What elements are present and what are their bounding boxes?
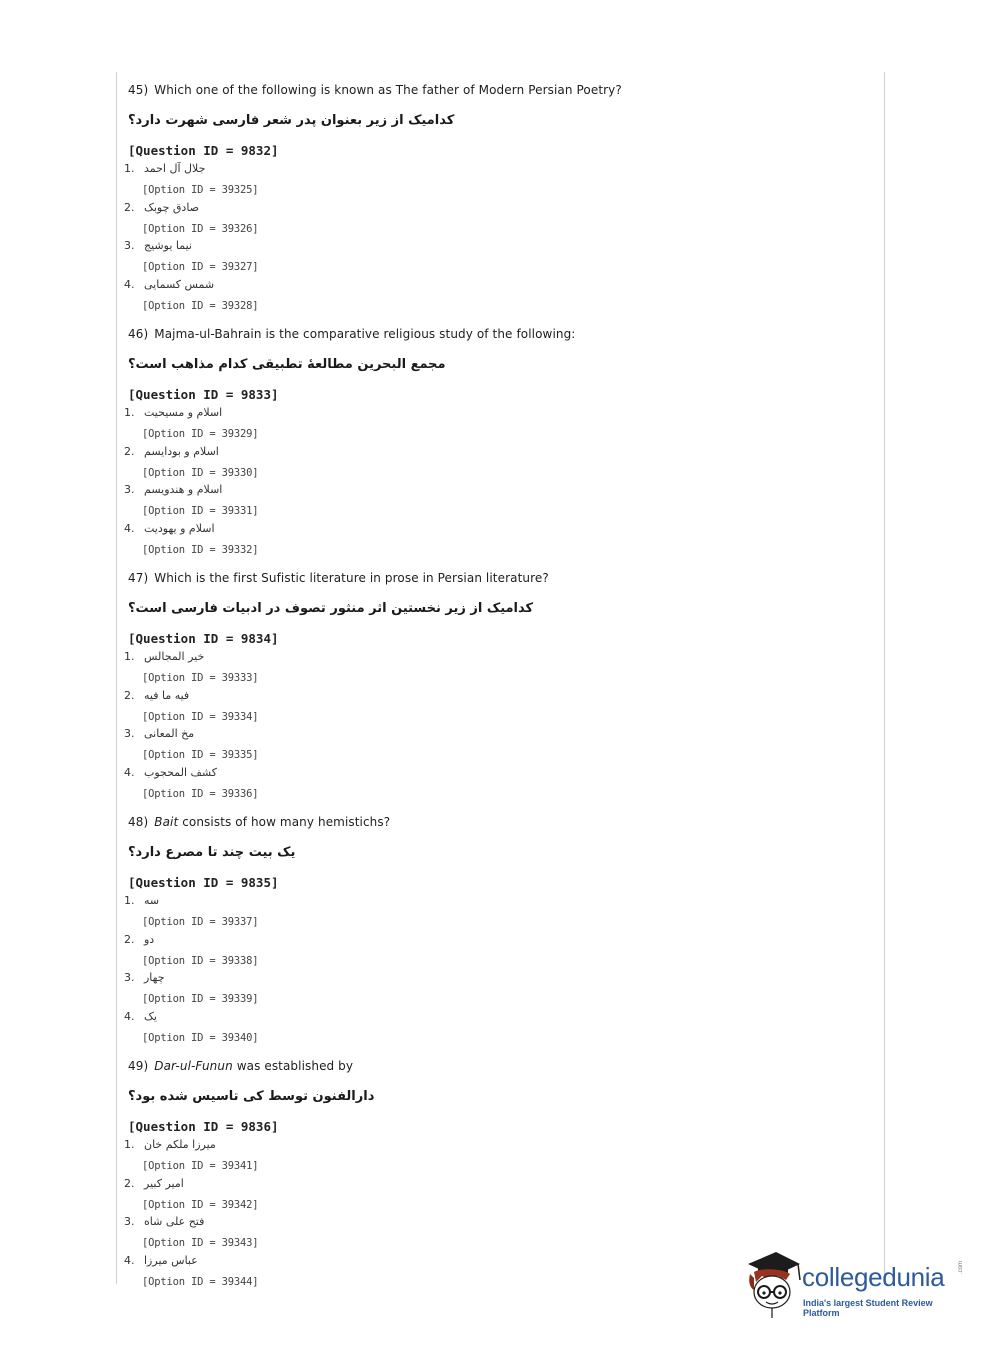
option: 4. شمس کسمایی [Option ID = 39328]	[124, 277, 259, 312]
question-text-fa: دارالفنون توسط کی تاسیس شده بود؟	[128, 1089, 375, 1104]
option: 3. اسلام و هندویسم [Option ID = 39331]	[124, 483, 259, 517]
question-id: [Question ID = 9833]	[128, 387, 279, 402]
option: 3. فتح علی شاه [Option ID = 39343]	[124, 1215, 259, 1249]
option: 2. اسلام و بودایسم [Option ID = 39330]	[124, 444, 259, 479]
option: 2. صادق چوبک [Option ID = 39326]	[124, 200, 259, 235]
logo-tagline: India's largest Student Review Platform	[803, 1298, 933, 1318]
option: 2. دو [Option ID = 39338]	[124, 932, 259, 967]
question-id: [Question ID = 9832]	[128, 143, 279, 158]
question-text-fa: مجمع البحرین مطالعۀ تطبیقی کدام مذاهب است؟	[128, 357, 446, 372]
page-border-right	[884, 72, 885, 1284]
question-id: [Question ID = 9834]	[128, 631, 279, 646]
option: 4. عباس میرزا [Option ID = 39344]	[124, 1253, 259, 1288]
question-text-en: 49) Dar-ul-Funun was established by	[128, 1059, 354, 1073]
mascot-icon	[742, 1250, 804, 1320]
question-46	[124, 325, 828, 559]
option: 4. اسلام و یهودیت [Option ID = 39332]	[124, 521, 259, 556]
option: 2. فیه ما فیه [Option ID = 39334]	[124, 688, 259, 723]
question-id: [Question ID = 9835]	[128, 875, 279, 890]
option: 3. نیما یوشیج [Option ID = 39327]	[124, 239, 259, 273]
option: 2. امیر کبیر [Option ID = 39342]	[124, 1176, 259, 1211]
logo-domain-suffix: .com	[958, 1260, 964, 1274]
logo-wordmark: collegedunia	[802, 1262, 945, 1292]
question-id: [Question ID = 9836]	[128, 1119, 279, 1134]
option: 4. کشف المحجوب [Option ID = 39336]	[124, 765, 259, 800]
question-48	[124, 813, 828, 1047]
question-text-fa: کدامیک از زیر نخستین اثر منثور تصوف در ادبیات فارسی است؟	[128, 601, 534, 616]
page-border-left	[116, 72, 117, 1284]
option: 1. میرزا ملکم خان [Option ID = 39341]	[124, 1138, 259, 1172]
question-49	[124, 1057, 828, 1291]
option: 1. خیر المجالس [Option ID = 39333]	[124, 650, 259, 684]
question-text-en: 45) Which one of the following is known as The father of Modern Persian Poetry?	[128, 83, 622, 97]
question-45	[124, 81, 828, 315]
option: 4. یک [Option ID = 39340]	[124, 1009, 259, 1044]
question-text-en: 48) Bait consists of how many hemistichs?	[128, 815, 391, 829]
question-text-fa: یک بیت چند تا مصرع دارد؟	[128, 845, 296, 860]
question-text-en: 47) Which is the first Sufistic literature in prose in Persian literature?	[128, 571, 549, 585]
option: 3. مخ المعانی [Option ID = 39335]	[124, 727, 259, 761]
option: 1. سه [Option ID = 39337]	[124, 894, 259, 928]
option: 1. اسلام و مسیحیت [Option ID = 39329]	[124, 406, 259, 440]
question-text-en: 46) Majma-ul-Bahrain is the comparative religious study of the following:	[128, 327, 576, 341]
option: 3. چهار [Option ID = 39339]	[124, 971, 259, 1005]
question-47	[124, 569, 828, 803]
option: 1. جلال آل احمد [Option ID = 39325]	[124, 162, 259, 196]
collegedunia-logo[interactable]	[742, 1250, 970, 1320]
question-text-fa: کدامیک از زیر بعنوان پدر شعر فارسی شهرت دارد؟	[128, 113, 455, 128]
